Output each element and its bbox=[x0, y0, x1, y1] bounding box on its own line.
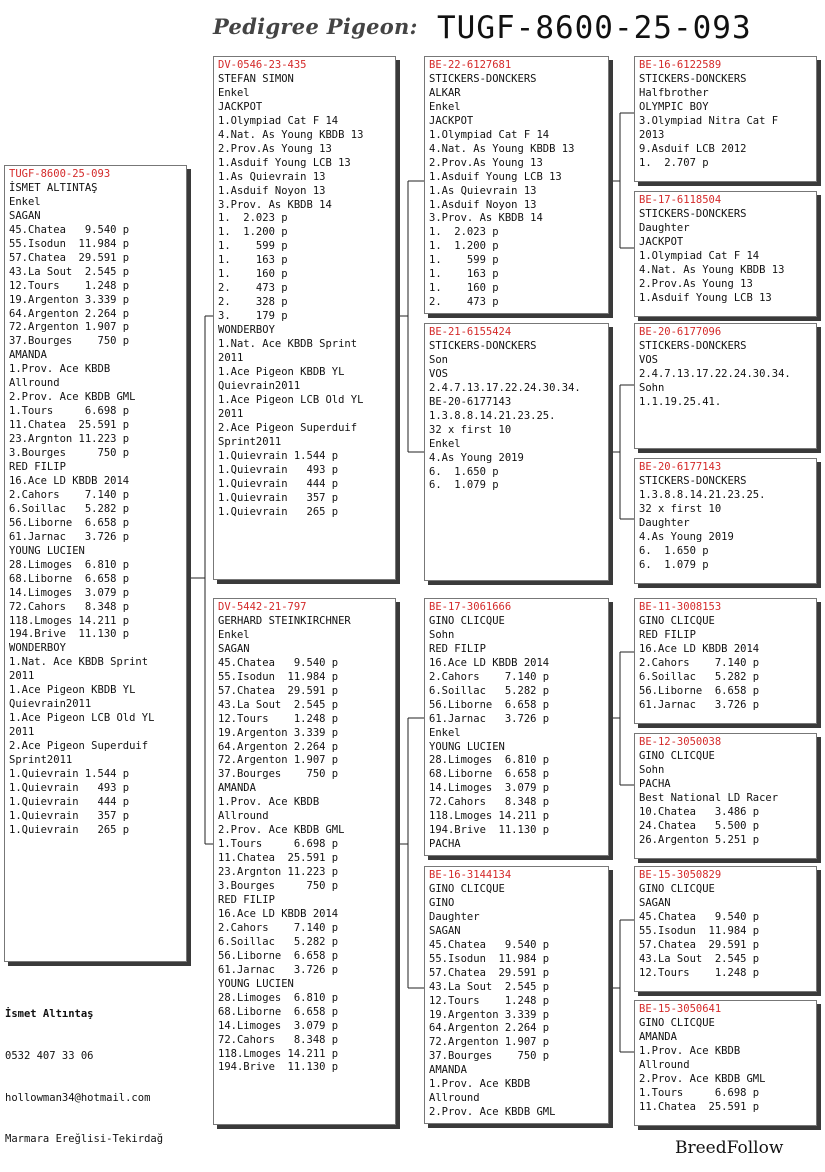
pedigree-line: 3.Bourges 750 p bbox=[218, 880, 339, 893]
pedigree-line: 1. 2.023 p bbox=[429, 226, 499, 239]
pedigree-line: 2.Ace Pigeon Superduif bbox=[218, 421, 358, 434]
pedigree-line: Enkel bbox=[429, 726, 461, 739]
pedigree-line: 6.Soillac 5.282 p bbox=[218, 935, 339, 948]
pedigree-line: 56.Liborne 6.658 p bbox=[429, 698, 550, 711]
ring-number: BE-20-6177096 bbox=[639, 326, 722, 338]
pedigree-line: BE-20-6177143 bbox=[429, 395, 512, 408]
brand-logo-text: BreedFollow bbox=[675, 1138, 784, 1158]
pedigree-line: 1. 163 p bbox=[429, 268, 499, 281]
pedigree-line: 1.Asduif Young LCB 13 bbox=[639, 291, 772, 304]
pedigree-line: 2.Prov. Ace KBDB GML bbox=[218, 824, 345, 837]
pedigree-line: 1.Asduif Noyon 13 bbox=[429, 198, 537, 211]
pedigree-line: GINO CLICQUE bbox=[639, 614, 715, 627]
pedigree-line: PACHA bbox=[429, 838, 461, 851]
pedigree-line: VOS bbox=[639, 353, 658, 366]
pedigree-line: 43.La Sout 2.545 p bbox=[639, 952, 760, 965]
ring-number: BE-12-3050038 bbox=[639, 736, 722, 748]
pedigree-line: 1.Quievrain 444 p bbox=[218, 477, 339, 490]
pedigree-line: 43.La Sout 2.545 p bbox=[429, 980, 550, 993]
pedigree-line: 2011 bbox=[218, 407, 244, 420]
pedigree-line: 14.Limoges 3.079 p bbox=[9, 586, 130, 599]
pedigree-line: 1.Quievrain 357 p bbox=[218, 491, 339, 504]
pedigree-line: Enkel bbox=[218, 628, 250, 641]
pedigree-line: 28.Limoges 6.810 p bbox=[9, 558, 130, 571]
pedigree-line: 1.Quievrain 265 p bbox=[9, 823, 130, 836]
pedigree-line: 14.Limoges 3.079 p bbox=[429, 782, 550, 795]
pedigree-line: 72.Argenton 1.907 p bbox=[9, 321, 130, 334]
pedigree-line: 37.Bourges 750 p bbox=[429, 1050, 550, 1063]
pedigree-line: 57.Chatea 29.591 p bbox=[9, 251, 130, 264]
pedigree-line: Sohn bbox=[429, 628, 455, 641]
ring-number: BE-16-3144134 bbox=[429, 869, 512, 881]
sire-card bbox=[213, 56, 396, 580]
dam-card bbox=[213, 598, 396, 1125]
pedigree-line: SAGAN bbox=[429, 924, 461, 937]
pedigree-line: 2. 328 p bbox=[218, 296, 288, 309]
pedigree-line: Allround bbox=[429, 1092, 480, 1105]
pedigree-line: GINO CLICQUE bbox=[639, 1016, 715, 1029]
pedigree-line: 61.Jarnac 3.726 p bbox=[9, 530, 130, 543]
pedigree-line: 12.Tours 1.248 p bbox=[639, 966, 760, 979]
pedigree-line: Sprint2011 bbox=[218, 435, 282, 448]
pedigree-line: AMANDA bbox=[218, 782, 256, 795]
pedigree-line: 45.Chatea 9.540 p bbox=[9, 223, 130, 236]
pedigree-line: 1.Quievrain 1.544 p bbox=[218, 449, 339, 462]
pedigree-line: 32 x first 10 bbox=[639, 502, 722, 515]
pedigree-line: 72.Cahors 8.348 p bbox=[218, 1033, 339, 1046]
pedigree-line: 2013 bbox=[639, 128, 665, 141]
pedigree-line: 6. 1.079 p bbox=[639, 558, 709, 571]
pedigree-line: 68.Liborne 6.658 p bbox=[429, 768, 550, 781]
pedigree-line: STICKERS-DONCKERS bbox=[639, 72, 747, 85]
pedigree-line: 45.Chatea 9.540 p bbox=[639, 910, 760, 923]
pedigree-line: JACKPOT bbox=[639, 235, 684, 248]
pedigree-line: 1.3.8.8.14.21.23.25. bbox=[639, 488, 766, 501]
pedigree-line: 6. 1.650 p bbox=[639, 544, 709, 557]
subject-ring-number: TUGF-8600-25-093 bbox=[437, 10, 752, 46]
pedigree-line: 2.Prov.As Young 13 bbox=[429, 156, 543, 169]
pedigree-line: 1.Ace Pigeon LCB Old YL bbox=[218, 393, 364, 406]
pedigree-line: 4.Nat. As Young KBDB 13 bbox=[218, 128, 364, 141]
pedigree-line: 72.Argenton 1.907 p bbox=[429, 1036, 550, 1049]
ring-number: DV-5442-21-797 bbox=[218, 601, 307, 613]
owner-address: Marmara Ereğlisi-Tekirdağ bbox=[5, 1133, 164, 1146]
pedigree-line: 1.Prov. Ace KBDB bbox=[639, 1044, 741, 1057]
pedigree-line: Sohn bbox=[639, 763, 665, 776]
dam-sire-sire-card bbox=[634, 598, 817, 724]
pedigree-line: 11.Chatea 25.591 p bbox=[218, 852, 339, 865]
pedigree-line: 26.Argenton 5.251 p bbox=[639, 833, 760, 846]
pedigree-line: 11.Chatea 25.591 p bbox=[639, 1100, 760, 1113]
pedigree-line: ALKAR bbox=[429, 86, 461, 99]
pedigree-line: 1.Asduif Noyon 13 bbox=[218, 184, 326, 197]
pedigree-line: 16.Ace LD KBDB 2014 bbox=[639, 642, 760, 655]
owner-contact bbox=[5, 980, 163, 1161]
pedigree-line: 37.Bourges 750 p bbox=[9, 335, 130, 348]
pedigree-line: 1.Asduif Young LCB 13 bbox=[429, 170, 562, 183]
pedigree-line: GINO CLICQUE bbox=[639, 749, 715, 762]
ring-number: BE-17-3061666 bbox=[429, 601, 512, 613]
pedigree-line: 118.Lmoges 14.211 p bbox=[9, 614, 130, 627]
pedigree-line: 19.Argenton 3.339 p bbox=[218, 726, 339, 739]
pedigree-line: 3.Bourges 750 p bbox=[9, 447, 130, 460]
pedigree-line: STICKERS-DONCKERS bbox=[429, 339, 537, 352]
pedigree-line: 72.Argenton 1.907 p bbox=[218, 754, 339, 767]
pedigree-line: 1.Nat. Ace KBDB Sprint bbox=[218, 338, 358, 351]
pedigree-line: 3.Prov. As KBDB 14 bbox=[218, 198, 332, 211]
pedigree-line: 72.Cahors 8.348 p bbox=[429, 796, 550, 809]
pedigree-line: 2.Cahors 7.140 p bbox=[429, 670, 550, 683]
pedigree-line: 12.Tours 1.248 p bbox=[218, 712, 339, 725]
pedigree-line: 14.Limoges 3.079 p bbox=[218, 1019, 339, 1032]
owner-name: İsmet Altıntaş bbox=[5, 1007, 94, 1020]
pedigree-line: 4.As Young 2019 bbox=[429, 451, 524, 464]
pedigree-line: 2.Prov. Ace KBDB GML bbox=[639, 1072, 766, 1085]
pedigree-line: JACKPOT bbox=[429, 114, 474, 127]
pedigree-line: 3. 179 p bbox=[218, 310, 288, 323]
ring-number: TUGF-8600-25-093 bbox=[9, 168, 111, 180]
pedigree-line: 1.Tours 6.698 p bbox=[218, 838, 339, 851]
pedigree-line: 16.Ace LD KBDB 2014 bbox=[9, 474, 130, 487]
pedigree-line: WONDERBOY bbox=[218, 324, 275, 337]
pedigree-line: 72.Cahors 8.348 p bbox=[9, 600, 130, 613]
dam-dam-dam-card bbox=[634, 1000, 817, 1126]
dam-dam-card bbox=[424, 866, 609, 1124]
pedigree-line: 6.Soillac 5.282 p bbox=[639, 670, 760, 683]
pedigree-line: 1. 160 p bbox=[429, 282, 499, 295]
pedigree-line: 61.Jarnac 3.726 p bbox=[639, 698, 760, 711]
pedigree-line: 1.Prov. Ace KBDB bbox=[218, 796, 320, 809]
pedigree-line: 55.Isodun 11.984 p bbox=[218, 670, 339, 683]
pedigree-line: 1.Quievrain 493 p bbox=[9, 781, 130, 794]
pedigree-line: Enkel bbox=[9, 195, 41, 208]
ring-number: BE-17-6118504 bbox=[639, 194, 722, 206]
pedigree-line: 1.3.8.8.14.21.23.25. bbox=[429, 409, 556, 422]
pedigree-line: YOUNG LUCIEN bbox=[429, 740, 505, 753]
pedigree-line: 118.Lmoges 14.211 p bbox=[218, 1047, 339, 1060]
pedigree-line: 2.Cahors 7.140 p bbox=[639, 656, 760, 669]
pedigree-line: 2.4.7.13.17.22.24.30.34. bbox=[429, 381, 581, 394]
pedigree-line: OLYMPIC BOY bbox=[639, 100, 709, 113]
pedigree-line: 1.Prov. Ace KBDB bbox=[9, 363, 111, 376]
pedigree-line: 1.Olympiad Cat F 14 bbox=[429, 128, 550, 141]
pedigree-line: Allround bbox=[9, 377, 60, 390]
pedigree-line: 2. 473 p bbox=[429, 296, 499, 309]
pedigree-line: 64.Argenton 2.264 p bbox=[218, 740, 339, 753]
pedigree-line: 2011 bbox=[9, 726, 35, 739]
pedigree-line: STICKERS-DONCKERS bbox=[429, 72, 537, 85]
dam-dam-sire-card bbox=[634, 866, 817, 992]
pedigree-line: 1. 1.200 p bbox=[429, 240, 499, 253]
pedigree-line: 1.Tours 6.698 p bbox=[9, 405, 130, 418]
pedigree-line: Allround bbox=[639, 1058, 690, 1071]
pedigree-line: 57.Chatea 29.591 p bbox=[639, 938, 760, 951]
pedigree-line: Quievrain2011 bbox=[9, 698, 92, 711]
pedigree-line: 45.Chatea 9.540 p bbox=[218, 656, 339, 669]
pedigree-line: 2.Prov.As Young 13 bbox=[218, 142, 332, 155]
pedigree-line: 2.Prov. Ace KBDB GML bbox=[429, 1106, 556, 1119]
pedigree-line: GERHARD STEINKIRCHNER bbox=[218, 614, 351, 627]
pedigree-line: Enkel bbox=[429, 100, 461, 113]
pedigree-line: 1.Ace Pigeon KBDB YL bbox=[218, 365, 345, 378]
pedigree-line: 23.Argnton 11.223 p bbox=[218, 866, 339, 879]
pedigree-line: 1.Quievrain 1.544 p bbox=[9, 767, 130, 780]
pedigree-line: 1.Asduif Young LCB 13 bbox=[218, 156, 351, 169]
subject-card bbox=[4, 165, 187, 962]
pedigree-line: 1.Nat. Ace KBDB Sprint bbox=[9, 656, 149, 669]
pedigree-line: 2.Prov. Ace KBDB GML bbox=[9, 391, 136, 404]
pedigree-line: 2.Cahors 7.140 p bbox=[9, 488, 130, 501]
ring-number: BE-16-6122589 bbox=[639, 59, 722, 71]
pedigree-line: AMANDA bbox=[639, 1030, 677, 1043]
pedigree-line: Quievrain2011 bbox=[218, 379, 301, 392]
pedigree-line: Daughter bbox=[639, 221, 690, 234]
pedigree-line: 43.La Sout 2.545 p bbox=[9, 265, 130, 278]
pedigree-line: RED FILIP bbox=[639, 628, 696, 641]
pedigree-line: 1.Prov. Ace KBDB bbox=[429, 1078, 531, 1091]
pedigree-line: 10.Chatea 3.486 p bbox=[639, 805, 760, 818]
pedigree-line: 1.Olympiad Cat F 14 bbox=[639, 249, 760, 262]
pedigree-line: YOUNG LUCIEN bbox=[218, 977, 294, 990]
sire-dam-card bbox=[424, 323, 609, 581]
pedigree-line: 57.Chatea 29.591 p bbox=[429, 966, 550, 979]
pedigree-line: 3.Prov. As KBDB 14 bbox=[429, 212, 543, 225]
pedigree-line: 28.Limoges 6.810 p bbox=[218, 991, 339, 1004]
ring-number: BE-15-3050829 bbox=[639, 869, 722, 881]
pedigree-line: 118.Lmoges 14.211 p bbox=[429, 810, 550, 823]
owner-email: hollowman34@hotmail.com bbox=[5, 1091, 151, 1104]
pedigree-line: 64.Argenton 2.264 p bbox=[429, 1022, 550, 1035]
pedigree-line: GINO CLICQUE bbox=[639, 882, 715, 895]
pedigree-line: 4.Nat. As Young KBDB 13 bbox=[429, 142, 575, 155]
pedigree-line: 64.Argenton 2.264 p bbox=[9, 307, 130, 320]
ring-number: BE-11-3008153 bbox=[639, 601, 722, 613]
pedigree-line: 6.Soillac 5.282 p bbox=[429, 684, 550, 697]
pedigree-line: 2. 473 p bbox=[218, 282, 288, 295]
pedigree-line: 43.La Sout 2.545 p bbox=[218, 698, 339, 711]
pedigree-line: RED FILIP bbox=[218, 894, 275, 907]
pedigree-line: 1.Quievrain 265 p bbox=[218, 505, 339, 518]
pedigree-line: 6. 1.650 p bbox=[429, 465, 499, 478]
pedigree-line: 28.Limoges 6.810 p bbox=[429, 754, 550, 767]
pedigree-line: PACHA bbox=[639, 777, 671, 790]
sire-dam-sire-card bbox=[634, 323, 817, 449]
ring-number: BE-20-6177143 bbox=[639, 461, 722, 473]
pedigree-line: 2.Ace Pigeon Superduif bbox=[9, 740, 149, 753]
ring-number: DV-0546-23-435 bbox=[218, 59, 307, 71]
pedigree-line: Halfbrother bbox=[639, 86, 709, 99]
dam-sire-dam-card bbox=[634, 733, 817, 859]
ring-number: BE-15-3050641 bbox=[639, 1003, 722, 1015]
pedigree-line: 23.Argnton 11.223 p bbox=[9, 433, 130, 446]
pedigree-line: YOUNG LUCIEN bbox=[9, 544, 85, 557]
pedigree-line: 1. 2.023 p bbox=[218, 212, 288, 225]
pedigree-line: 45.Chatea 9.540 p bbox=[429, 938, 550, 951]
pedigree-line: VOS bbox=[429, 367, 448, 380]
pedigree-line: STICKERS-DONCKERS bbox=[639, 339, 747, 352]
pedigree-line: AMANDA bbox=[9, 349, 47, 362]
pedigree-line: Best National LD Racer bbox=[639, 791, 779, 804]
pedigree-line: SAGAN bbox=[9, 209, 41, 222]
pedigree-line: 9.Asduif LCB 2012 bbox=[639, 142, 747, 155]
pedigree-line: 12.Tours 1.248 p bbox=[429, 994, 550, 1007]
pedigree-line: 68.Liborne 6.658 p bbox=[218, 1005, 339, 1018]
pedigree-line: RED FILIP bbox=[429, 642, 486, 655]
owner-phone: 0532 407 33 06 bbox=[5, 1049, 94, 1062]
pedigree-line: 1. 599 p bbox=[429, 254, 499, 267]
pedigree-line: 1.As Quievrain 13 bbox=[218, 170, 326, 183]
pedigree-line: 55.Isodun 11.984 p bbox=[429, 952, 550, 965]
pedigree-line: 11.Chatea 25.591 p bbox=[9, 419, 130, 432]
pedigree-line: 1. 1.200 p bbox=[218, 226, 288, 239]
sire-sire-card bbox=[424, 56, 609, 314]
pedigree-line: 1.As Quievrain 13 bbox=[429, 184, 537, 197]
pedigree-line: Sprint2011 bbox=[9, 754, 73, 767]
pedigree-line: 194.Brive 11.130 p bbox=[9, 628, 130, 641]
pedigree-line: STEFAN SIMON bbox=[218, 72, 294, 85]
pedigree-line: 24.Chatea 5.500 p bbox=[639, 819, 760, 832]
pedigree-line: SAGAN bbox=[639, 896, 671, 909]
pedigree-line: 6.Soillac 5.282 p bbox=[9, 502, 130, 515]
dam-sire-card bbox=[424, 598, 609, 856]
pedigree-line: 2.Prov.As Young 13 bbox=[639, 277, 753, 290]
pedigree-title: Pedigree Pigeon: bbox=[213, 14, 418, 39]
pedigree-line: 1.Quievrain 357 p bbox=[9, 809, 130, 822]
pedigree-line: 1. 2.707 p bbox=[639, 156, 709, 169]
sire-sire-dam-card bbox=[634, 191, 817, 317]
pedigree-line: 194.Brive 11.130 p bbox=[218, 1061, 339, 1074]
pedigree-line: STICKERS-DONCKERS bbox=[639, 474, 747, 487]
pedigree-line: 1.1.19.25.41. bbox=[639, 395, 722, 408]
pedigree-line: 194.Brive 11.130 p bbox=[429, 824, 550, 837]
pedigree-line: 1.Ace Pigeon KBDB YL bbox=[9, 684, 136, 697]
pedigree-line: Allround bbox=[218, 810, 269, 823]
pedigree-line: 55.Isodun 11.984 p bbox=[639, 924, 760, 937]
ring-number: BE-22-6127681 bbox=[429, 59, 512, 71]
pedigree-line: Sohn bbox=[639, 381, 665, 394]
pedigree-line: 55.Isodun 11.984 p bbox=[9, 237, 130, 250]
pedigree-line: 37.Bourges 750 p bbox=[218, 768, 339, 781]
pedigree-line: AMANDA bbox=[429, 1064, 467, 1077]
pedigree-line: 19.Argenton 3.339 p bbox=[9, 293, 130, 306]
pedigree-line: WONDERBOY bbox=[9, 642, 66, 655]
pedigree-line: GINO CLICQUE bbox=[429, 614, 505, 627]
pedigree-line: Daughter bbox=[639, 516, 690, 529]
pedigree-line: 2.4.7.13.17.22.24.30.34. bbox=[639, 367, 791, 380]
pedigree-line: 1.Quievrain 444 p bbox=[9, 795, 130, 808]
pedigree-line: 2.Cahors 7.140 p bbox=[218, 921, 339, 934]
pedigree-line: JACKPOT bbox=[218, 100, 263, 113]
pedigree-line: 61.Jarnac 3.726 p bbox=[429, 712, 550, 725]
pedigree-line: 1.Olympiad Cat F 14 bbox=[218, 114, 339, 127]
pedigree-line: Enkel bbox=[218, 86, 250, 99]
pedigree-line: 1. 163 p bbox=[218, 254, 288, 267]
pedigree-line: 1.Tours 6.698 p bbox=[639, 1086, 760, 1099]
sire-sire-sire-card bbox=[634, 56, 817, 182]
pedigree-line: SAGAN bbox=[218, 642, 250, 655]
pedigree-line: 32 x first 10 bbox=[429, 423, 512, 436]
pedigree-line: 56.Liborne 6.658 p bbox=[639, 684, 760, 697]
pedigree-line: GINO CLICQUE bbox=[429, 882, 505, 895]
pedigree-line: 16.Ace LD KBDB 2014 bbox=[218, 907, 339, 920]
pedigree-line: 6. 1.079 p bbox=[429, 479, 499, 492]
pedigree-line: 1.Quievrain 493 p bbox=[218, 463, 339, 476]
pedigree-line: 68.Liborne 6.658 p bbox=[9, 572, 130, 585]
pedigree-line: RED FILIP bbox=[9, 461, 66, 474]
pedigree-line: 4.Nat. As Young KBDB 13 bbox=[639, 263, 785, 276]
pedigree-line: 12.Tours 1.248 p bbox=[9, 279, 130, 292]
ring-number: BE-21-6155424 bbox=[429, 326, 512, 338]
pedigree-line: 1. 160 p bbox=[218, 268, 288, 281]
pedigree-line: 2011 bbox=[9, 670, 35, 683]
pedigree-line: 61.Jarnac 3.726 p bbox=[218, 963, 339, 976]
pedigree-line: 56.Liborne 6.658 p bbox=[218, 949, 339, 962]
pedigree-line: Enkel bbox=[429, 437, 461, 450]
pedigree-line: 1.Ace Pigeon LCB Old YL bbox=[9, 712, 155, 725]
pedigree-line: GINO bbox=[429, 896, 455, 909]
pedigree-line: 56.Liborne 6.658 p bbox=[9, 516, 130, 529]
pedigree-line: 4.As Young 2019 bbox=[639, 530, 734, 543]
pedigree-line: 1. 599 p bbox=[218, 240, 288, 253]
pedigree-line: Daughter bbox=[429, 910, 480, 923]
pedigree-line: 16.Ace LD KBDB 2014 bbox=[429, 656, 550, 669]
sire-dam-dam-card bbox=[634, 458, 817, 584]
pedigree-line: 3.Olympiad Nitra Cat F bbox=[639, 114, 779, 127]
pedigree-line: 2011 bbox=[218, 352, 244, 365]
pedigree-line: STICKERS-DONCKERS bbox=[639, 207, 747, 220]
pedigree-line: 19.Argenton 3.339 p bbox=[429, 1008, 550, 1021]
pedigree-line: İSMET ALTINTAŞ bbox=[9, 181, 98, 194]
pedigree-line: Son bbox=[429, 353, 448, 366]
pedigree-line: 57.Chatea 29.591 p bbox=[218, 684, 339, 697]
